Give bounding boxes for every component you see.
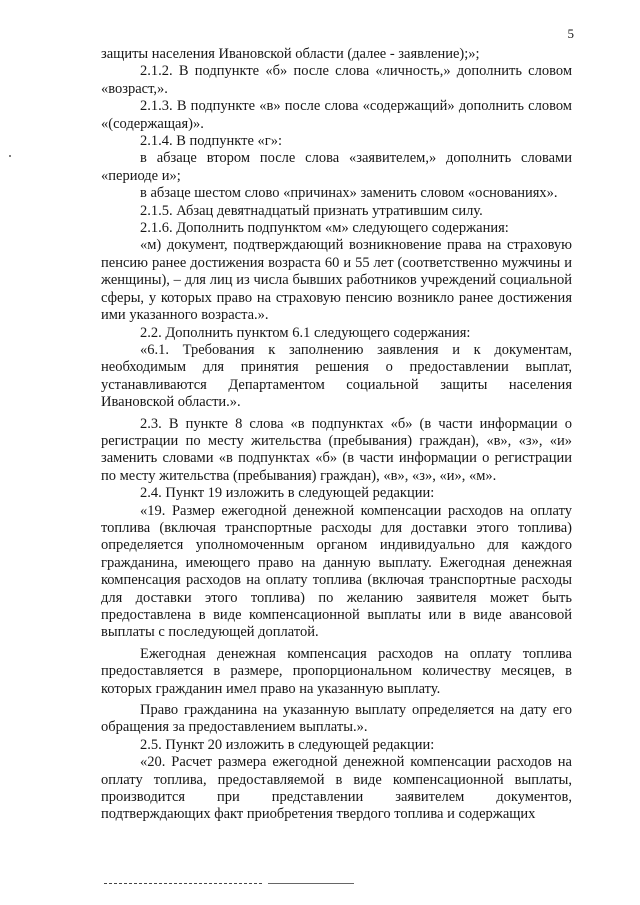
- footer-divider: [104, 883, 262, 884]
- document-body: [101, 46, 572, 824]
- paragraph-subpoint-m: «м) документ, подтверждающий возникновение права на страховую пенсию ранее достижения возраста 60 и 55 лет (соответственно мужчины и женщины), – для лиц из числа бывших работников учреждений социальной сферы, у которых право на страховую пенсию возникло ранее достижения ими указанного возраста.».: [101, 237, 572, 324]
- paragraph-2-1-2: 2.1.2. В подпункте «б» после слова «личность,» дополнить словом «возраст,».: [101, 63, 572, 97]
- paragraph-2-4: 2.4. Пункт 19 изложить в следующей редакции:: [140, 485, 435, 502]
- paragraph-6-1: «6.1. Требования к заполнению заявления и к документам, необходимым для принятия решения о предоставлении выплат, устанавливаются Департаментом социальной защиты населения Ивановской области.».: [101, 341, 572, 411]
- paragraph-point-19-part-3: Право гражданина на указанную выплату определяется на дату его обращения за предоставлением выплаты.».: [101, 702, 572, 736]
- paragraph-continuation: защиты населения Ивановской области (далее - заявление);»;: [101, 46, 480, 62]
- paragraph-point-19-part-2: Ежегодная денежная компенсация расходов на оплату топлива предоставляется в размере, пропорциональном количеству месяцев, в которых гражданин имел право на указанную выплату.: [101, 645, 572, 697]
- paragraph-2-3: 2.3. В пункте 8 слова «в подпунктах «б» (в части информации о регистрации по месту жительства (пребывания) граждан), «в», «з», «и» заменить словами «в подпунктах «б» (в части информации о регистрации по месту жительства (пребывания) граждан), «в», «з», «и», «м».: [101, 415, 572, 484]
- scan-speck: [9, 155, 11, 157]
- paragraph-2-1-6: 2.1.6. Дополнить подпунктом «м» следующего содержания:: [140, 220, 509, 237]
- paragraph-2-5: 2.5. Пункт 20 изложить в следующей редакции:: [140, 736, 435, 753]
- paragraph-2-1-5: 2.1.5. Абзац девятнадцатый признать утратившим силу.: [140, 202, 483, 219]
- footer-divider-segment: [268, 883, 354, 884]
- paragraph-point-19: «19. Размер ежегодной денежной компенсации расходов на оплату топлива (включая транспортные расходы для доставки этого топлива) определяется уполномоченным органом индивидуально для каждого гражданина, имеющего право на данную выплату. Ежегодная денежная компенсация расходов на оплату топлива (включая транспортные расходы для доставки этого топлива) по желанию заявителя может быть предоставлена в виде компенсационной выплаты или в виде авансовой выплаты с последующей доплатой.: [101, 502, 572, 641]
- paragraph-2-1-4: 2.1.4. В подпункте «г»:: [140, 133, 283, 150]
- paragraph-2-1-4-abzac-6: в абзаце шестом слово «причинах» заменить словом «основаниях».: [140, 185, 558, 202]
- paragraph-point-20: «20. Расчет размера ежегодной денежной компенсации расходов на оплату топлива, предоставляемой в виде компенсационной выплаты, производится при представлении заявителем документов, подтверждающих факт приобретения твердого топлива и содержащих: [101, 754, 572, 823]
- paragraph-2-1-4-abzac-2: в абзаце втором после слова «заявителем,» дополнить словами «периоде и»;: [101, 150, 572, 184]
- page-number: 5: [567, 26, 574, 41]
- paragraph-2-1-3: 2.1.3. В подпункте «в» после слова «содержащий» дополнить словом «(содержащая)».: [101, 98, 572, 132]
- paragraph-2-2: 2.2. Дополнить пунктом 6.1 следующего содержания:: [140, 324, 471, 341]
